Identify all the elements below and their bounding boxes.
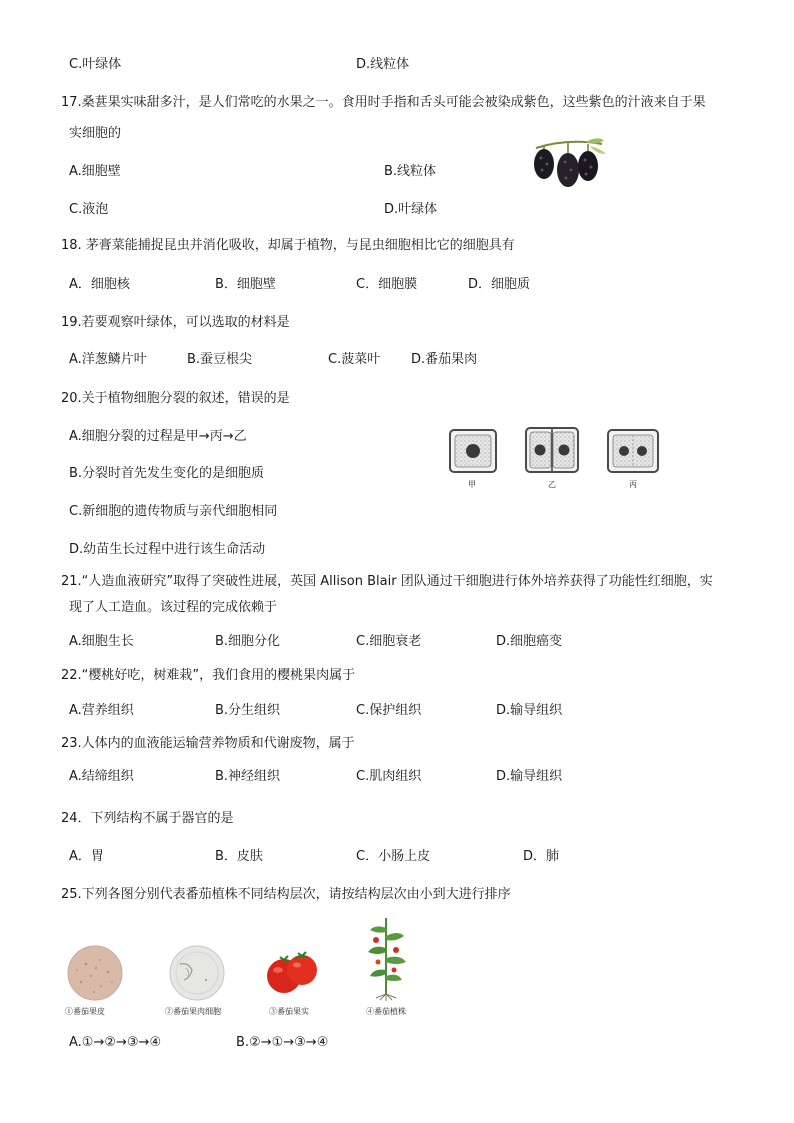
q21-option-b: B.细胞分化 (215, 634, 281, 649)
q22-option-a: A.营养组织 (69, 703, 134, 718)
q25-stem: 25.下列各图分别代表番茄植株不同结构层次，请按结构层次由小到大进行排序 (61, 887, 511, 902)
q22-option-b: B.分生组织 (215, 703, 281, 718)
q25-option-a: A.①→②→③→④ (69, 1035, 162, 1050)
q22-option-c: C.保护组织 (356, 703, 422, 718)
q24-option-a: A．胃 (69, 849, 104, 864)
q16-option-d: D.线粒体 (356, 57, 410, 72)
tomato-flesh-cell-caption: ②番茄果肉细胞 (165, 1007, 221, 1016)
q21-option-a: A.细胞生长 (69, 634, 134, 649)
cell-jia (450, 430, 496, 472)
cell-label-yi: 乙 (548, 480, 556, 489)
q20-option-b: B.分裂时首先发生变化的是细胞质 (69, 466, 265, 481)
q22-option-d: D.输导组织 (496, 703, 563, 718)
cell-bing (608, 430, 658, 472)
tomato-skin-image (66, 944, 124, 1002)
q24-option-b: B．皮肤 (215, 849, 263, 864)
q17-option-c: C.液泡 (69, 202, 109, 217)
q20-option-a: A.细胞分裂的过程是甲→丙→乙 (69, 429, 247, 444)
q18-stem: 18. 茅膏菜能捕捉昆虫并消化吸收，却属于植物，与昆虫细胞相比它的细胞具有 (61, 238, 515, 253)
q24-option-d: D．肺 (523, 849, 560, 864)
q22-stem: 22.“樱桃好吃，树难栽”，我们食用的樱桃果肉属于 (61, 668, 356, 683)
cell-label-jia: 甲 (468, 480, 476, 489)
q17-option-d: D.叶绿体 (384, 202, 438, 217)
q24-option-c: C．小肠上皮 (356, 849, 431, 864)
q23-option-d: D.输导组织 (496, 769, 563, 784)
tomato-plant-image (362, 914, 410, 1002)
q19-option-c: C.菠菜叶 (328, 352, 381, 367)
q25-option-b: B.②→①→③→④ (236, 1035, 329, 1050)
q21-stem-line1: 21.“人造血液研究”取得了突破性进展，英国 Allison Blair 团队通过干细胞进行体外培养获得了功能性红细胞，实 (61, 574, 713, 589)
tomato-fruit-image (262, 944, 322, 1000)
q21-stem-line2: 现了人工造血。该过程的完成依赖于 (69, 600, 278, 615)
tomato-skin-caption: ①番茄果皮 (65, 1007, 105, 1016)
q18-option-c: C．细胞膜 (356, 277, 418, 292)
q17-stem-line1: 17.桑葚果实味甜多汁，是人们常吃的水果之一。食用时手指和舌头可能会被染成紫色，这些紫色的汁液来自于果 (61, 95, 706, 110)
q23-stem: 23.人体内的血液能运输营养物质和代谢废物，属于 (61, 736, 355, 751)
cell-yi (526, 428, 578, 472)
q20-stem: 20.关于植物细胞分裂的叙述，错误的是 (61, 391, 290, 406)
q21-option-d: D.细胞癌变 (496, 634, 563, 649)
q20-option-d: D.幼苗生长过程中进行该生命活动 (69, 542, 266, 557)
q17-option-b: B.线粒体 (384, 164, 437, 179)
q18-option-a: A．细胞核 (69, 277, 130, 292)
q23-option-c: C.肌肉组织 (356, 769, 422, 784)
q23-option-b: B.神经组织 (215, 769, 281, 784)
q17-stem-line2: 实细胞的 (69, 126, 122, 141)
q18-option-d: D．细胞质 (468, 277, 531, 292)
q18-option-b: B．细胞壁 (215, 277, 276, 292)
q16-option-c: C.叶绿体 (69, 57, 122, 72)
mulberry-image (528, 134, 608, 192)
q19-option-a: A.洋葱鳞片叶 (69, 352, 147, 367)
q19-option-d: D.番茄果肉 (411, 352, 478, 367)
cell-label-bing: 丙 (629, 480, 637, 489)
q23-option-a: A.结缔组织 (69, 769, 134, 784)
q17-option-a: A.细胞壁 (69, 164, 121, 179)
q24-stem: 24．下列结构不属于器官的是 (61, 811, 234, 826)
q21-option-c: C.细胞衰老 (356, 634, 422, 649)
cell-division-figure (440, 424, 670, 494)
tomato-flesh-cell-image (168, 944, 226, 1002)
q20-option-c: C.新细胞的遗传物质与亲代细胞相同 (69, 504, 278, 519)
q19-stem: 19.若要观察叶绿体，可以选取的材料是 (61, 315, 290, 330)
q19-option-b: B.蚕豆根尖 (187, 352, 253, 367)
tomato-fruit-caption: ③番茄果实 (269, 1007, 309, 1016)
tomato-plant-caption: ④番茄植株 (366, 1007, 406, 1016)
